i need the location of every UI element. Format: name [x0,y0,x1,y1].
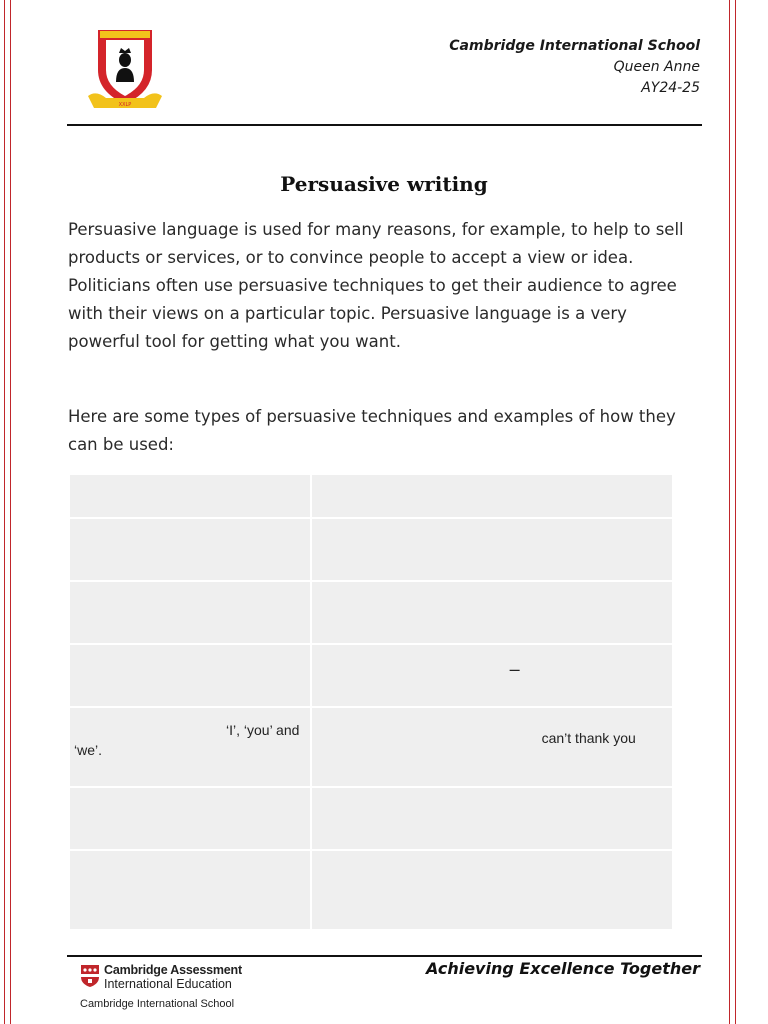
techniques-intro-paragraph: Here are some types of persuasive techniques and examples of how they can be used: [68,407,676,454]
table-cell [69,787,311,850]
table-cell [69,644,311,707]
technique-we-fragment: ‘we’. [74,742,103,758]
school-motto: Achieving Excellence Together [425,959,700,978]
table-row [69,707,673,787]
table-cell [311,707,673,787]
example-dash-fragment: – [509,659,520,679]
page-title: Persuasive writing [280,172,488,196]
intro-paragraph: Persuasive language is used for many reasons, for example, to help to sell products or services, or to convince people to accept a view or idea. Politicians often use persuasive techniques to get their audience to agree with their views on a particular topic. Persuasive language is a very powerful tool for getting what you want. [68,220,684,351]
techniques-table [68,473,674,931]
page-border-left-inner [10,0,11,1024]
table-cell [311,474,673,518]
cambridge-shield-icon [80,964,100,988]
table-row [69,787,673,850]
table-cell [69,850,311,930]
technique-pronouns-fragment: ‘I’, ‘you’ and [226,722,300,738]
table-cell [311,644,673,707]
page-border-left-outer [4,0,5,1024]
cambridge-assessment-logo [80,964,242,991]
crest-banner-text: XXLP [118,102,132,108]
org-name-line1: Cambridge Assessment [104,963,242,977]
footer-divider [67,955,702,957]
table-row [69,581,673,644]
table-cell [69,474,311,518]
school-info [449,36,700,99]
table-cell [69,707,311,787]
table-cell [69,518,311,581]
page-border-right-inner [729,0,730,1024]
school-crest-icon [86,26,164,112]
org-name-line2: International Education [104,977,232,991]
campus-name: Queen Anne [613,59,700,75]
example-thank-you-fragment: can’t thank you [541,730,636,746]
table-cell [69,581,311,644]
table-cell [311,850,673,930]
table-row [69,644,673,707]
footer-school-label: Cambridge International School [80,998,235,1010]
school-name: Cambridge International School [449,38,700,54]
table-cell [311,581,673,644]
academic-year: AY24-25 [641,80,700,96]
page-border-right-outer [735,0,736,1024]
table-row [69,518,673,581]
table-cell [311,518,673,581]
table-row [69,850,673,930]
table-header-row [69,474,673,518]
header-divider [67,124,702,126]
table-cell [311,787,673,850]
